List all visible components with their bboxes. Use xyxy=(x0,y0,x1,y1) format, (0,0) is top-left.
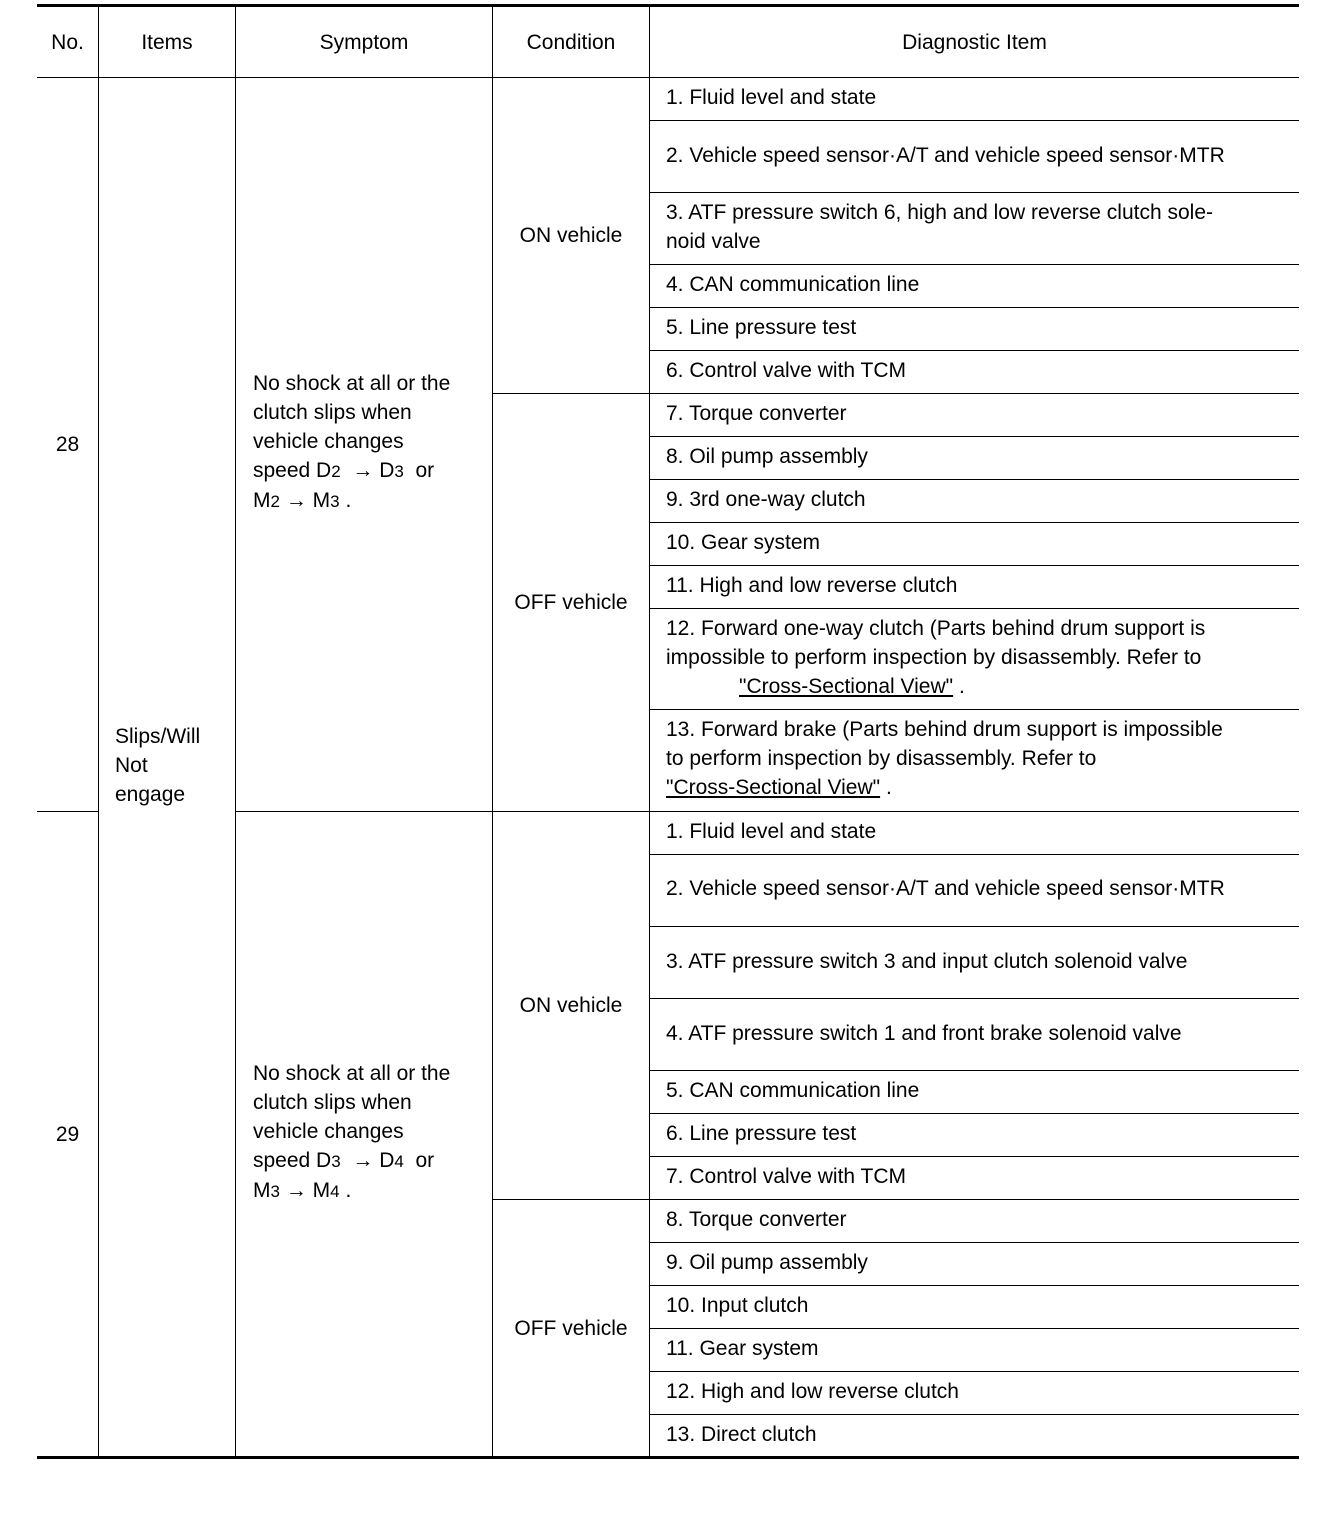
symptom-line: speed D3 → D4 or xyxy=(253,1149,435,1172)
diagnostic-line: 3. ATF pressure switch 6, high and low reverse clutch sole- xyxy=(666,201,1214,224)
symptom-line: speed D2 → D3 or xyxy=(253,459,435,482)
diagnostic-item xyxy=(666,614,1296,701)
diag-divider xyxy=(650,436,1299,437)
items-label-line: engage xyxy=(115,783,186,806)
diagnostic-item: 2. Vehicle speed sensor·A/T and vehicle speed sensor·MTR xyxy=(666,144,1225,167)
diagnostic-item: 10. Input clutch xyxy=(666,1294,809,1317)
condition-off-vehicle-28: OFF vehicle xyxy=(514,591,628,614)
diag-divider xyxy=(650,1371,1299,1372)
diagnostic-line: "Cross-Sectional View" . xyxy=(666,776,892,799)
diagnostic-item: 5. Line pressure test xyxy=(666,316,857,339)
items-merge-mask xyxy=(99,809,235,814)
col-divider xyxy=(649,4,650,1458)
diag-divider xyxy=(650,393,1299,394)
diagnostic-item: 6. Line pressure test xyxy=(666,1122,857,1145)
diag-divider xyxy=(650,479,1299,480)
symptom-line: M2 → M3 . xyxy=(253,489,352,512)
condition-off-vehicle-29: OFF vehicle xyxy=(514,1316,628,1340)
symptom-line: M3 → M4 . xyxy=(253,1179,352,1202)
diag-divider xyxy=(650,1242,1299,1243)
diagnostic-item: 10. Gear system xyxy=(666,531,821,554)
diagnostic-item: 12. High and low reverse clutch xyxy=(666,1380,959,1403)
diagnostic-line: 13. Forward brake (Parts behind drum support is impossible xyxy=(666,718,1223,741)
items-label-line: Not xyxy=(115,754,148,777)
diag-divider xyxy=(650,1199,1299,1200)
diag-divider xyxy=(650,120,1299,121)
header-no: No. xyxy=(51,30,84,54)
diag-divider xyxy=(650,264,1299,265)
diag-divider xyxy=(650,998,1299,999)
diag-divider xyxy=(650,854,1299,855)
diag-divider xyxy=(650,1414,1299,1415)
condition-on-vehicle-28: ON vehicle xyxy=(519,224,623,247)
symptom-line: vehicle changes xyxy=(253,1120,404,1143)
diagnostic-item: 8. Oil pump assembly xyxy=(666,445,868,468)
diag-divider xyxy=(650,608,1299,609)
diagnostic-item: 1. Fluid level and state xyxy=(666,86,877,109)
diagnostic-item: 7. Torque converter xyxy=(666,402,847,425)
diag-divider xyxy=(650,709,1299,710)
symptom-line: clutch slips when xyxy=(253,1091,412,1114)
diag-divider xyxy=(650,307,1299,308)
diag-divider xyxy=(650,1070,1299,1071)
header-bottom-rule xyxy=(37,77,1299,78)
diag-divider xyxy=(650,1328,1299,1329)
symptom-line: clutch slips when xyxy=(253,401,412,424)
symptom-line: No shock at all or the xyxy=(253,372,451,395)
col-divider xyxy=(98,4,99,1458)
diag-divider xyxy=(650,565,1299,566)
diagnostic-item: 2. Vehicle speed sensor·A/T and vehicle speed sensor·MTR xyxy=(666,877,1225,900)
symptom-line: No shock at all or the xyxy=(253,1062,451,1085)
condition-on-vehicle-29: ON vehicle xyxy=(519,994,623,1017)
diagnostic-line: 12. Forward one-way clutch (Parts behind drum support is xyxy=(666,617,1206,640)
table-bottom-rule xyxy=(37,1456,1299,1459)
diagnostic-item: 5. CAN communication line xyxy=(666,1079,920,1102)
symptom-29 xyxy=(253,1059,489,1206)
diag-divider xyxy=(650,1285,1299,1286)
header-symptom: Symptom xyxy=(319,30,409,54)
diag-divider xyxy=(650,926,1299,927)
items-label-line: Slips/Will xyxy=(115,725,201,748)
items-label xyxy=(115,722,233,809)
diagnostic-line: "Cross-Sectional View" . xyxy=(739,675,965,698)
diagnostic-item: 13. Direct clutch xyxy=(666,1423,817,1446)
diag-divider xyxy=(650,192,1299,193)
diagnostic-item xyxy=(666,715,1296,802)
row-number-29: 29 xyxy=(55,1122,80,1146)
symptom-line: vehicle changes xyxy=(253,430,404,453)
diagnostic-item: 4. ATF pressure switch 1 and front brake solenoid valve xyxy=(666,1022,1182,1045)
diag-divider xyxy=(650,522,1299,523)
diagnostic-line: to perform inspection by disassembly. Refer to xyxy=(666,747,1097,770)
diagnostic-item: 9. 3rd one-way clutch xyxy=(666,488,866,511)
cross-sectional-view-link[interactable]: "Cross-Sectional View" xyxy=(666,776,881,799)
diagnostic-item: 7. Control valve with TCM xyxy=(666,1165,907,1188)
diag-divider xyxy=(650,350,1299,351)
header-items: Items xyxy=(141,30,193,54)
diag-divider xyxy=(650,1113,1299,1114)
header-condition: Condition xyxy=(526,30,616,54)
diagnostic-item: 1. Fluid level and state xyxy=(666,820,877,843)
diagnostic-line: noid valve xyxy=(666,230,761,253)
diagnostic-line: impossible to perform inspection by disassembly. Refer to xyxy=(666,646,1202,669)
diagnostic-item: 8. Torque converter xyxy=(666,1208,847,1231)
col-divider xyxy=(235,4,236,1458)
diagnostic-item: 9. Oil pump assembly xyxy=(666,1251,868,1274)
cross-sectional-view-link[interactable]: "Cross-Sectional View" xyxy=(739,675,954,698)
diagnostic-item: 11. High and low reverse clutch xyxy=(666,574,958,597)
header-diagnostic-item: Diagnostic Item xyxy=(902,30,1047,54)
diagnostic-item: 11. Gear system xyxy=(666,1337,819,1360)
diagnostic-item: 6. Control valve with TCM xyxy=(666,359,907,382)
diag-divider xyxy=(650,1156,1299,1157)
diagnostic-item: 3. ATF pressure switch 3 and input clutch solenoid valve xyxy=(666,950,1188,973)
row-number-28: 28 xyxy=(55,433,80,456)
diagnostic-item xyxy=(666,198,1296,256)
diagnostic-item: 4. CAN communication line xyxy=(666,273,920,296)
symptom-28 xyxy=(253,369,489,516)
